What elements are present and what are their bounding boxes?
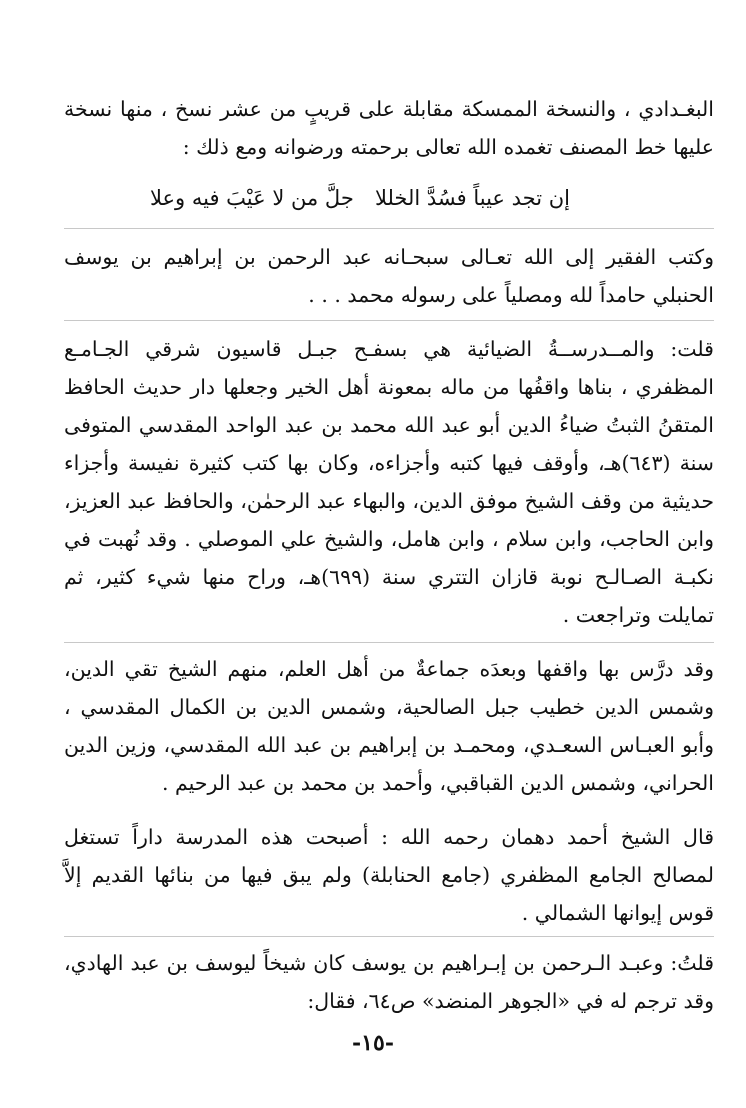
section-divider [64, 320, 714, 321]
paragraph-5-text: قال الشيخ أحمد دهمان رحمه الله : أصبحت هذه المدرسة داراً تستغل لمصالح الجامع المظفري (جامع الحنابلة) ولم يبق فيها من بنائها القديم إلاَّ قوس إيوانها الشمالي . [64, 825, 714, 925]
paragraph-3-text: قلت: والمــدرســةُ الضيائية هي بسفـح جبـل قاسيون شرقي الجـامـع المظفري ، بناها واقفُها من ماله بمعونة أهل الخير وجعلها دار حديث الحافظ المتقنُ الثبتُ ضياءُ الدين أبو عبد الله محمد بن عبد الواحد المقدسي المتوفى سنة (٦٤٣)هـ، وأوقف فيها كتبه وأجزاءه، وكان بها كتب كثيرة نفيسة وأجزاء حديثية من وقف الشيخ موفق الدين، والبهاء عبد الرحمٰن، والحافظ عبد العزيز، وابن الحاجب، وابن سلام ، وابن هامل، والشيخ علي الموصلي . وقد نُهبت في نكبـة الصـالـح نوبة قازان التتري سنة (٦٩٩)هـ، وراح منها شيء كثير، ثم تمايلت وتراجعت . [64, 337, 714, 627]
paragraph-1-text: البغـدادي ، والنسخة الممسكة مقابلة على قريبٍ من عشر نسخ ، منها نسخة عليها خط المصنف تغمده الله تعالى برحمته ورضوانه ومع ذلك : [64, 97, 714, 159]
section-divider [64, 228, 714, 229]
section-divider [64, 936, 714, 937]
paragraph-5 [64, 818, 714, 932]
paragraph-1 [64, 90, 714, 166]
paragraph-4 [64, 650, 714, 802]
paragraph-3 [64, 330, 714, 634]
poetry-verse [150, 180, 570, 216]
paragraph-6-text: قلتُ: وعبـد الـرحمن بن إبـراهيم بن يوسف كان شيخاً ليوسف بن عبد الهادي، وقد ترجم له في «الجوهر المنضد» ص٦٤، فقال: [64, 951, 714, 1013]
paragraph-4-text: وقد درَّس بها واقفها وبعدَه جماعةٌ من أهل العلم، منهم الشيخ تقي الدين، وشمس الدين خطيب جبل الصالحية، وشمس الدين بن الكمال المقدسي ، وأبو العبـاس السعـدي، ومحمـد بن إبراهيم بن عبد الله المقدسي، وزين الدين الحراني، وشمس الدين القباقبي، وأحمد بن محمد بن عبد الرحيم . [64, 657, 714, 795]
verse-second-hemistich: جلَّ من لا عَيْبَ فيه وعلا [150, 186, 354, 210]
paragraph-6 [64, 944, 714, 1020]
verse-first-hemistich: إن تجد عيباً فسُدَّ الخللا [374, 186, 570, 210]
paragraph-2-text: وكتب الفقير إلى الله تعـالى سبحـانه عبد الرحمن بن إبراهيم بن يوسف الحنبلي حامداً لله ومصلياً على رسوله محمد . . . [64, 245, 714, 307]
page-number: -١٥- [352, 1030, 394, 1056]
paragraph-2 [64, 238, 714, 314]
section-divider [64, 642, 714, 643]
